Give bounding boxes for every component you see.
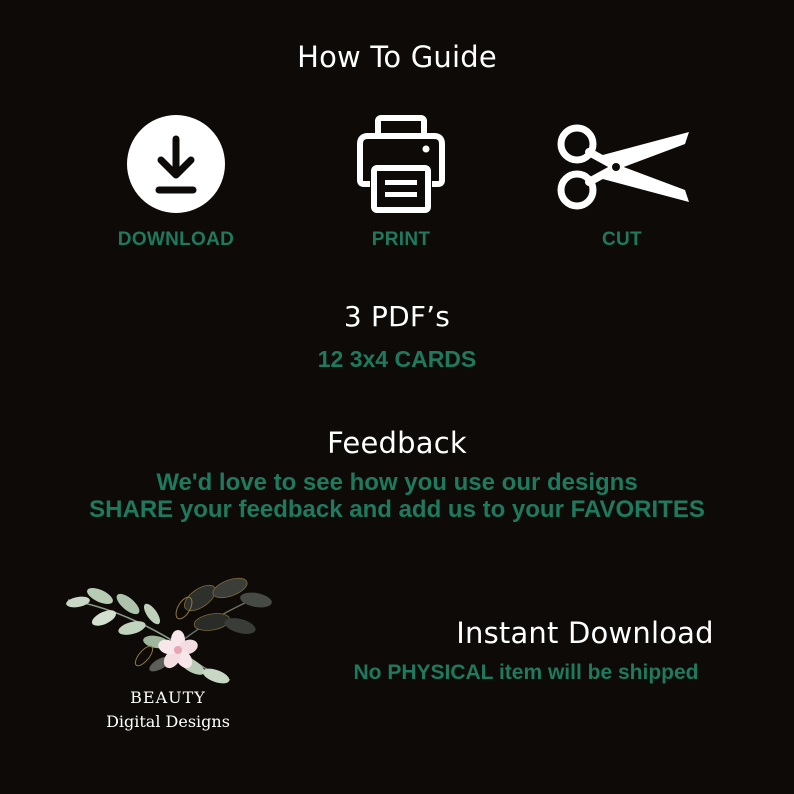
printer-icon	[356, 114, 446, 214]
brand-name-line-2: Digital Designs	[106, 712, 230, 731]
floral-logo-image	[60, 568, 280, 688]
feedback-line-1: We'd love to see how you use our designs	[156, 469, 638, 496]
step-label-print: PRINT	[371, 229, 431, 250]
contents-title: 3 PDF’s	[343, 300, 451, 333]
instant-download-subtitle: No PHYSICAL item will be shipped	[353, 661, 699, 684]
feedback-line-2: SHARE your feedback and add us to your FAVORITES	[89, 496, 705, 523]
step-label-cut: CUT	[602, 229, 642, 250]
brand-name-line-1: BEAUTY	[130, 688, 206, 707]
guide-title: How To Guide	[297, 40, 497, 74]
scissors-icon	[553, 122, 691, 212]
instant-download-title: Instant Download	[456, 616, 714, 650]
feedback-title: Feedback	[327, 426, 467, 460]
download-icon	[127, 115, 225, 213]
step-label-download: DOWNLOAD	[117, 229, 235, 250]
contents-subtitle: 12 3x4 CARDS	[317, 346, 477, 372]
